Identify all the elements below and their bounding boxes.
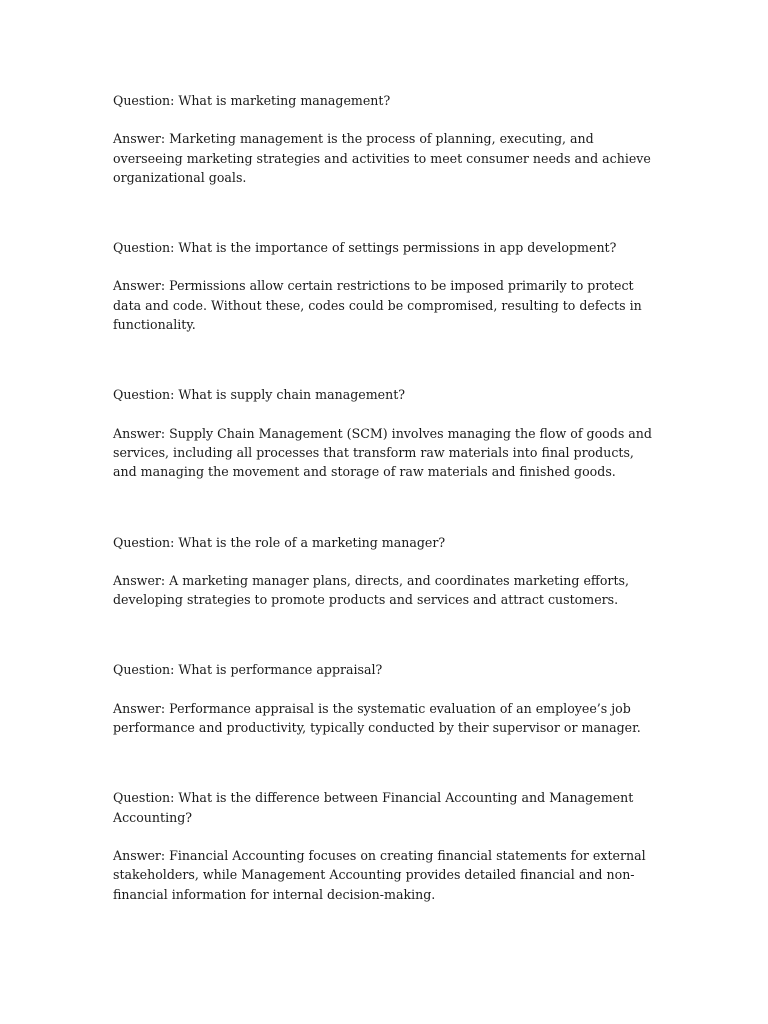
answer-text: Answer: Performance appraisal is the systematic evaluation of an employee’s job performance and productivity, typically conducted by their supervisor or manager. <box>113 700 641 736</box>
question-text: Question: What is the importance of settings permissions in app development? <box>113 240 617 256</box>
qa-item-financial-vs-management-accounting <box>113 788 658 903</box>
qa-item-settings-permissions <box>113 238 658 334</box>
answer-text: Answer: Marketing management is the process of planning, executing, and overseeing marketing strategies and activities to meet consumer needs and achieve organizational goals. <box>113 131 651 185</box>
answer-text: Answer: A marketing manager plans, directs, and coordinates marketing efforts, developing strategies to promote products and services and attract customers. <box>113 572 629 608</box>
question-text: Question: What is supply chain management? <box>113 387 406 403</box>
question-text: Question: What is marketing management? <box>113 93 391 108</box>
qa-item-supply-chain-management <box>113 385 658 481</box>
answer-text: Answer: Financial Accounting focuses on creating financial statements for external stakeholders, while Management Accounting provides detailed financial and non-financial information for internal decision-making. <box>113 847 646 902</box>
qa-item-marketing-management <box>113 91 658 187</box>
question-text: Question: What is the role of a marketing manager? <box>113 534 446 550</box>
answer-text: Answer: Supply Chain Management (SCM) involves managing the flow of goods and services, including all processes that transform raw materials into final products, and managing the movement and storage of raw materials and finished goods. <box>113 425 652 480</box>
question-text: Question: What is performance appraisal? <box>113 662 383 678</box>
qa-item-performance-appraisal <box>113 660 658 737</box>
question-text: Question: What is the difference between Financial Accounting and Management Accounting? <box>113 790 634 825</box>
answer-text: Answer: Permissions allow certain restrictions to be imposed primarily to protect data and code. Without these, codes could be compromised, resulting to defects in functionality. <box>113 278 642 333</box>
qa-item-marketing-manager-role <box>113 533 658 610</box>
